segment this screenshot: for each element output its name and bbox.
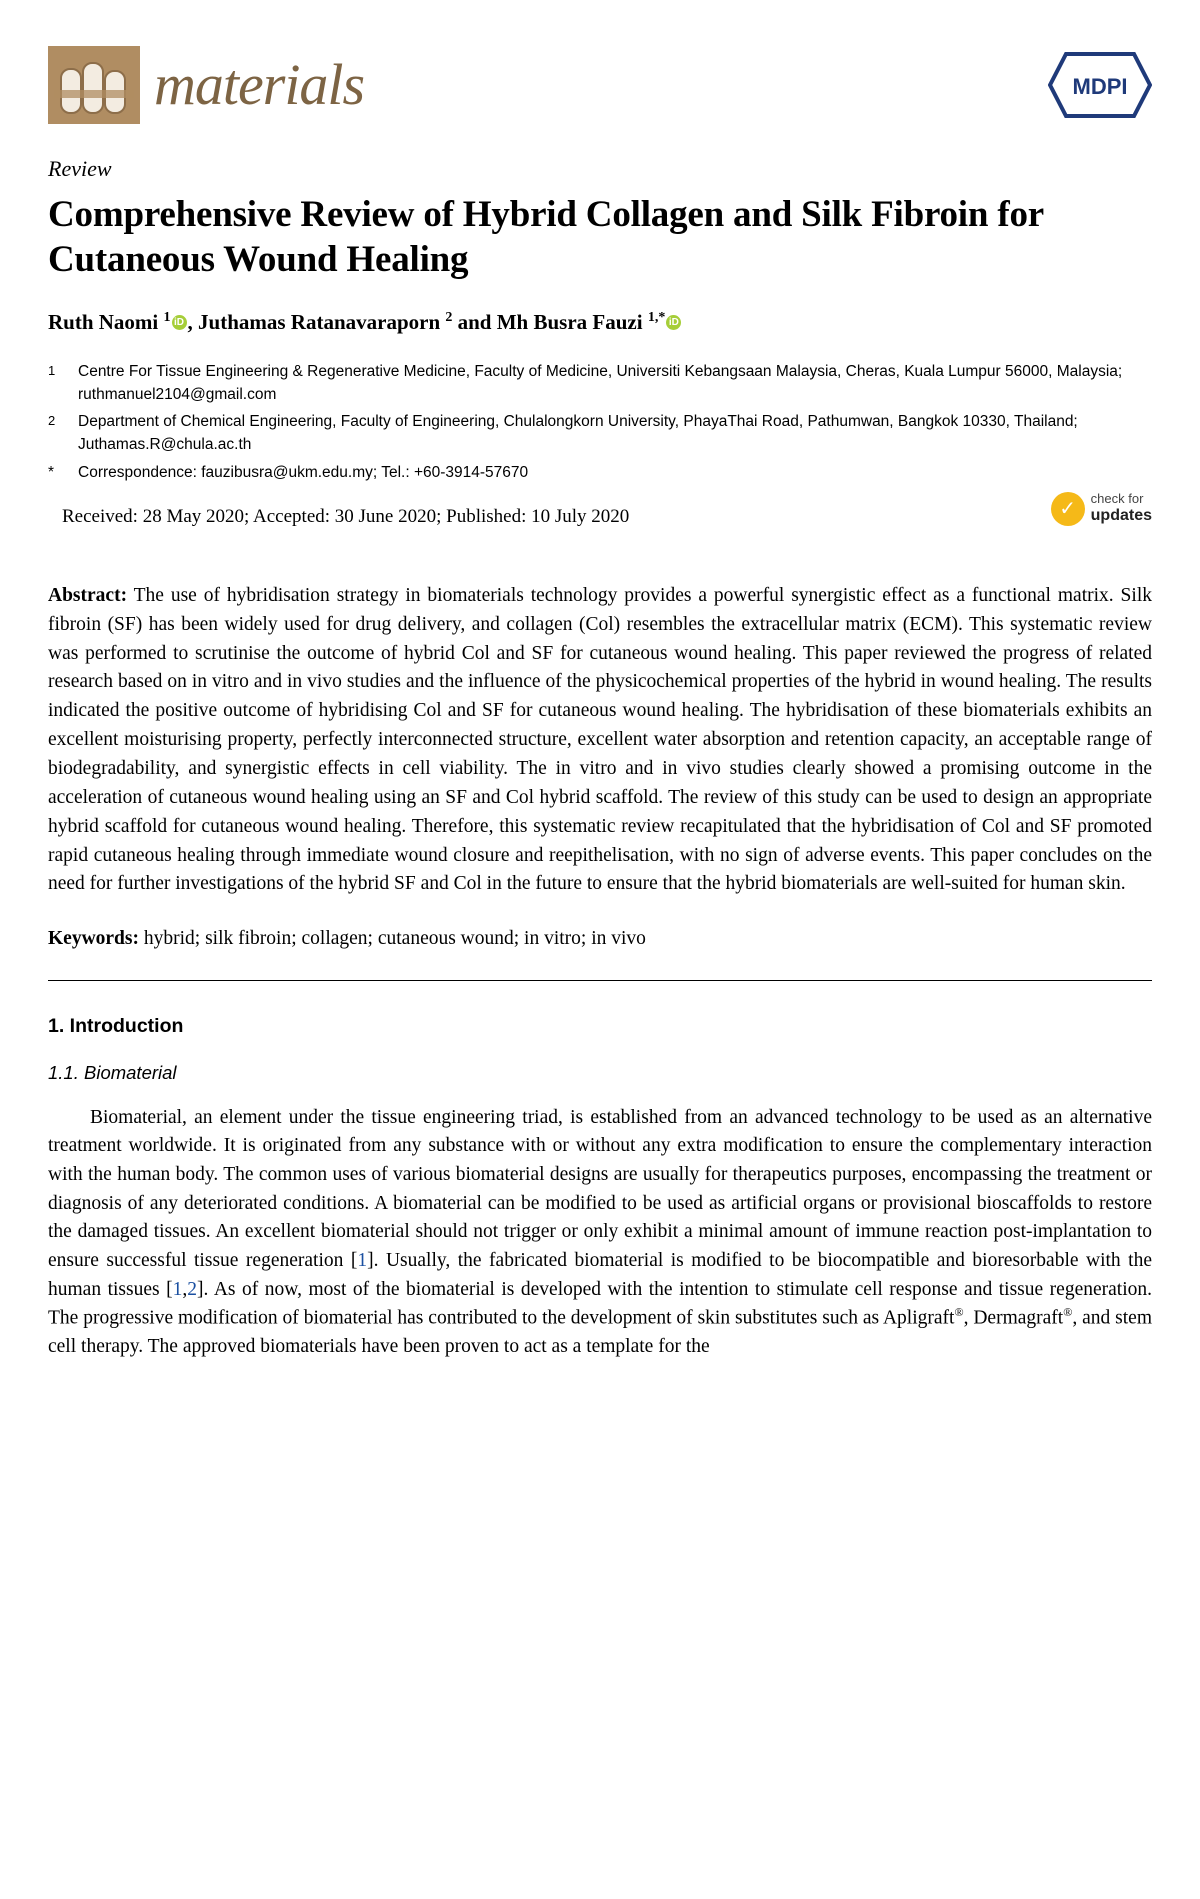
keywords-text: hybrid; silk fibroin; collagen; cutaneous wound; in vitro; in vivo xyxy=(139,928,646,950)
section-heading-introduction: 1. Introduction xyxy=(48,1014,184,1037)
keywords-label: Keywords: xyxy=(48,928,139,950)
mdpi-logo xyxy=(1048,48,1152,122)
affiliation-marker: 2 xyxy=(48,413,56,429)
abstract-label: Abstract: xyxy=(48,584,128,606)
masthead xyxy=(48,30,1152,138)
crossmark-line1: check for xyxy=(1090,491,1144,507)
affiliation-text: Department of Chemical Engineering, Faculty of Engineering, Chulalongkorn University, PhayaThai Road, Pathumwan, Bangkok 10330, Thailand; Juthamas.R@chula.ac.th xyxy=(78,413,1078,454)
author-list: Ruth Naomi $^1$ iD , Juthamas Ratanavaraporn $^2$ and Mh Busra Fauzi $^{1,*}$ iD xyxy=(48,308,1152,337)
subsection-heading-biomaterial: 1.1. Biomaterial xyxy=(48,1061,177,1083)
journal-logo xyxy=(48,46,364,124)
article-type: Review xyxy=(48,156,112,181)
affiliation-item xyxy=(48,410,1152,457)
affiliation-text: Centre For Tissue Engineering & Regenerative Medicine, Faculty of Medicine, Universiti Kebangsaan Malaysia, Cheras, Kuala Lumpur 56000, Malaysia; ruthmanuel2104@gmail.com xyxy=(78,362,1123,403)
correspondence-text: Correspondence: fauzibusra@ukm.edu.my; Tel.: +60-3914-57670 xyxy=(78,463,529,481)
dates-row xyxy=(48,491,1152,554)
materials-cylinders-icon xyxy=(48,46,140,124)
svg-text:MDPI: MDPI xyxy=(1072,74,1128,99)
affiliation-item xyxy=(48,360,1152,407)
affiliation-marker: 1 xyxy=(48,362,56,378)
keywords xyxy=(48,925,1152,953)
journal-name: materials xyxy=(154,52,365,117)
crossmark-badge[interactable] xyxy=(1051,492,1152,526)
page-title: Comprehensive Review of Hybrid Collagen and Silk Fibroin for Cutaneous Wound Healing xyxy=(48,194,1044,281)
divider xyxy=(48,980,1152,981)
abstract xyxy=(48,582,1152,899)
correspondence-marker: * xyxy=(48,463,55,481)
affiliation-list xyxy=(48,360,1152,484)
body-paragraph: Biomaterial, an element under the tissue engineering triad, is established from an advanced technology to be used as an alternative treatment worldwide. It is originated from any substance with or without any extra modification to ensure the complementary interaction with the human body. The common uses of various biomaterial designs are usually for therapeutics purposes, encompassing the treatment or diagnosis of any deteriorated conditions. A biomaterial can be modified to be used as artificial organs or provisional bioscaffolds to restore the damaged tissues. An excellent biomaterial should not trigger or only exhibit a minimal amount of immune reaction post-implantation to ensure successful tissue regeneration [1]. Usually, the fabricated biomaterial is modified to be biocompatible and bioresorbable with the human tissues [1,2]. As of now, most of the biomaterial is developed with the intention to stimulate cell response and tissue regeneration. The progressive modification of biomaterial has contributed to the development of skin substitutes such as Apligraft®, Dermagraft®, and stem cell therapy. The approved biomaterials have been proven to act as a template for the xyxy=(48,1106,1153,1358)
abstract-text: The use of hybridisation strategy in biomaterials technology provides a powerful synergistic effect as a functional matrix. Silk fibroin (SF) has been widely used for drug delivery, and collagen (Col) resembles the extracellular matrix (ECM). This systematic review was performed to scrutinise the outcome of hybrid Col and SF for cutaneous wound healing. This paper reviewed the progress of related research based on in vitro and in vivo studies and the influence of the physicochemical properties of the hybrid in wound healing. The results indicated the positive outcome of hybridising Col and SF for cutaneous wound healing. The hybridisation of these biomaterials exhibits an excellent moisturising property, perfectly interconnected structure, excellent water absorption and retention capacity, an acceptable range of biodegradability, and synergistic effects in cell viability. The in vitro and in vivo studies clearly showed a promising outcome in the acceleration of cutaneous wound healing using an SF and Col hybrid scaffold. The review of this study can be used to design an appropriate hybrid scaffold for cutaneous wound healing. Therefore, this systematic review recapitulated that the hybridisation of Col and SF promoted rapid cutaneous healing through immediate wound closure and reepithelisation, with no sign of adverse events. This paper concludes on the need for further investigations of the hybrid SF and Col in the future to ensure that the hybrid biomaterials are well-suited for human skin. xyxy=(48,584,1152,895)
correspondence-item xyxy=(48,461,1152,484)
publication-dates: Received: 28 May 2020; Accepted: 30 June 2020; Published: 10 July 2020 xyxy=(62,505,630,527)
crossmark-line2: updates xyxy=(1090,507,1152,525)
check-circle-icon: ✓ xyxy=(1051,492,1085,526)
